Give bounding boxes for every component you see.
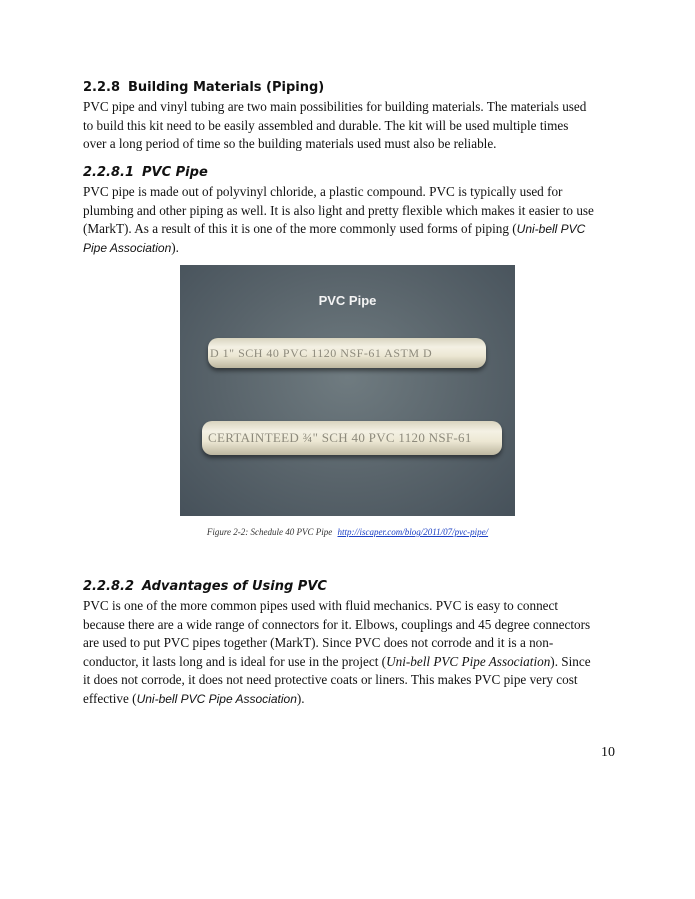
paragraph-line: PVC pipe and vinyl tubing are two main possibilities for building materials. The materials used bbox=[83, 99, 587, 114]
pvc-pipe-photo bbox=[180, 265, 515, 516]
citation: Pipe Association bbox=[83, 240, 172, 255]
paragraph-line: to build this kit need to be easily assembled and durable. The kit will be used multiple times bbox=[83, 117, 569, 133]
paragraph-line: conductor, it lasts long and is ideal for use in the project (Uni-bell PVC Pipe Association). Since bbox=[83, 653, 591, 669]
subsection-title: Advantages of Using PVC bbox=[142, 579, 327, 594]
section-number: 2.2.8 bbox=[83, 80, 121, 95]
page-number: 10 bbox=[601, 745, 615, 760]
paragraph-line: Pipe Association). bbox=[83, 239, 179, 255]
paragraph-line: (MarkT). As a result of this it is one of the more commonly used forms of piping (Uni-bell PVC bbox=[83, 221, 586, 236]
paragraph-line: plumbing and other piping as well. It is also light and pretty flexible which makes it easier to use bbox=[83, 202, 594, 218]
caption-link[interactable]: http://iscaper.com/blog/2011/07/pvc-pipe/ bbox=[337, 527, 489, 537]
section-title: Building Materials (Piping) bbox=[128, 80, 325, 95]
subsection-number: 2.2.8.1 bbox=[83, 165, 134, 180]
pvc-pipe-paragraph bbox=[83, 183, 623, 257]
paragraph-line: PVC is one of the more common pipes used with fluid mechanics. PVC is easy to connect bbox=[83, 598, 559, 613]
paragraph-line: it does not corrode, it does not need protective coats or liners. This makes PVC pipe very cost bbox=[83, 672, 578, 687]
subsection-heading-advantages bbox=[83, 579, 327, 594]
photo-title: PVC Pipe bbox=[318, 293, 377, 308]
subsection-number: 2.2.8.2 bbox=[83, 579, 134, 594]
paragraph-line: because there are a wide range of connectors for it. Elbows, couplings and 45 degree connectors bbox=[83, 616, 591, 632]
subsection-heading-pvc-pipe bbox=[83, 165, 208, 180]
section-heading bbox=[83, 80, 324, 95]
figure-caption bbox=[0, 527, 695, 537]
pipe-marking: CERTAINTEED ¾" SCH 40 PVC 1120 NSF-61 bbox=[208, 430, 472, 445]
subsection-title: PVC Pipe bbox=[142, 165, 208, 180]
advantages-paragraph bbox=[83, 597, 623, 708]
citation: Uni-bell PVC bbox=[516, 222, 586, 236]
pvc-pipe-one-inch bbox=[208, 338, 486, 368]
pipe-marking: D 1" SCH 40 PVC 1120 NSF-61 ASTM D bbox=[210, 346, 433, 360]
paragraph-line: are used to put PVC pipes together (MarkT). Since PVC does not corrode and it is a non- bbox=[83, 635, 554, 650]
pvc-pipe-three-quarter-inch bbox=[202, 421, 502, 455]
paragraph-line: PVC pipe is made out of polyvinyl chloride, a plastic compound. PVC is typically used for bbox=[83, 184, 563, 199]
paragraph-line: effective (Uni-bell PVC Pipe Association). bbox=[83, 690, 305, 706]
citation: Uni-bell PVC Pipe Association bbox=[386, 653, 551, 669]
section-paragraph bbox=[83, 98, 623, 154]
paragraph-line: over a long period of time so the building materials used must also be reliable. bbox=[83, 136, 497, 151]
citation: Uni-bell PVC Pipe Association bbox=[136, 691, 297, 706]
caption-text: Figure 2-2: Schedule 40 PVC Pipe bbox=[206, 527, 333, 537]
